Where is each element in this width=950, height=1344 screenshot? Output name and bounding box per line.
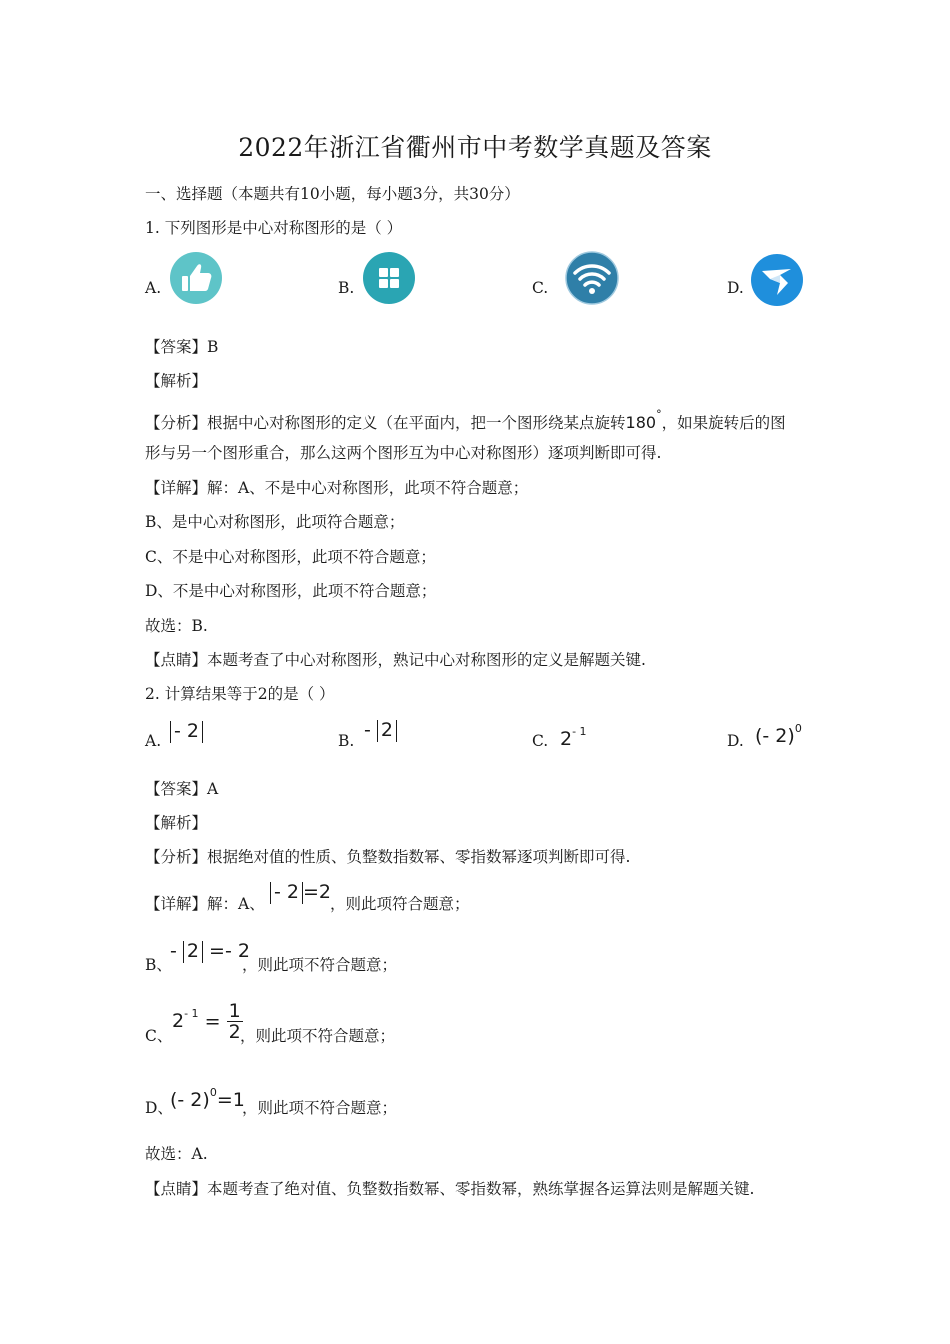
q2-detail-a: 【详解】解：A、 [145, 895, 265, 913]
q1-detail-a: 【详解】解：A、不是中心对称图形，此项不符合题意； [145, 479, 529, 497]
thumbs-up-icon [169, 251, 223, 305]
q2-choose: 故选：A. [145, 1145, 208, 1163]
q2-option-c-label: C. [532, 732, 549, 750]
q2-analysis-line: 【分析】根据绝对值的性质、负整数指数幂、零指数幂逐项判断即可得. [145, 848, 631, 866]
q1-detail-c: C、不是中心对称图形，此项不符合题意； [145, 548, 436, 566]
q2-detail-b-suffix: ，则此项不符合题意； [242, 956, 398, 974]
q1-option-d-label: D. [727, 279, 744, 297]
q2-option-b-expr: - 2 [364, 719, 397, 742]
paper-plane-swirl-icon [750, 253, 804, 307]
wifi-icon [565, 251, 619, 305]
q2-option-a-label: A. [145, 732, 162, 750]
q2-comment: 【点睛】本题考查了绝对值、负整数指数幂、零指数幂，熟练掌握各运算法则是解题关键. [145, 1180, 755, 1198]
q1-option-a-label: A. [145, 279, 162, 297]
q2-detail-d: D、 [145, 1099, 173, 1117]
section-heading: 一、选择题（本题共有10小题，每小题3分，共30分） [145, 185, 520, 203]
q2-analysis-heading: 【解析】 [145, 814, 208, 832]
q1-analysis-line-1: 【分析】根据中心对称图形的定义（在平面内，把一个图形绕某点旋转180°，如果旋转后的图 [145, 408, 786, 432]
q1-answer: 【答案】B [145, 338, 219, 356]
q2-answer: 【答案】A [145, 780, 219, 798]
degree-value: 180 [625, 413, 657, 432]
grid-four-squares-icon [362, 251, 416, 305]
page-title: 2022年浙江省衢州市中考数学真题及答案 [238, 133, 712, 162]
q1-option-c-label: C. [532, 279, 549, 297]
q2-option-d-label: D. [727, 732, 744, 750]
q2-option-c-expr: $2^{- 1}$ [560, 725, 587, 750]
q1-detail-b: B、是中心对称图形，此项符合题意； [145, 513, 405, 531]
question-1-stem: 1. 下列图形是中心对称图形的是（ ） [145, 219, 403, 237]
q2-detail-c-suffix: ，则此项不符合题意； [240, 1027, 396, 1045]
q2-option-a-expr: - 2 [170, 720, 203, 743]
q1-analysis-heading: 【解析】 [145, 372, 208, 390]
q1-analysis-line-2: 形与另一个图形重合，那么这两个图形互为中心对称图形）逐项判断即可得. [145, 444, 662, 462]
q2-detail-d-expr: (- 2)$^0$=1 [170, 1086, 245, 1111]
q2-detail-c: C、 [145, 1027, 173, 1045]
q2-option-b-label: B. [338, 732, 355, 750]
q2-detail-b: B、 [145, 956, 172, 974]
q2-detail-b-expr: - 2 =- 2 [170, 940, 250, 962]
q2-detail-a-expr: - 2 =2 [270, 881, 331, 904]
q1-choose: 故选：B. [145, 617, 208, 635]
q2-detail-c-expr: $2^{- 1}$ = $\frac{1}{2}$ [172, 1000, 241, 1043]
q2-option-d-expr: (- 2)$^0$ [755, 722, 802, 747]
fraction-one-half: $\frac{1}{2}$ [228, 1000, 241, 1043]
q1-comment: 【点睛】本题考查了中心对称图形，熟记中心对称图形的定义是解题关键. [145, 651, 646, 669]
q1-option-b-label: B. [338, 279, 355, 297]
q2-detail-a-suffix: ，则此项符合题意； [330, 895, 470, 913]
q1-detail-d: D、不是中心对称图形，此项不符合题意； [145, 582, 437, 600]
q2-detail-d-suffix: ，则此项不符合题意； [242, 1099, 398, 1117]
question-2-stem: 2. 计算结果等于2的是（ ） [145, 685, 335, 703]
